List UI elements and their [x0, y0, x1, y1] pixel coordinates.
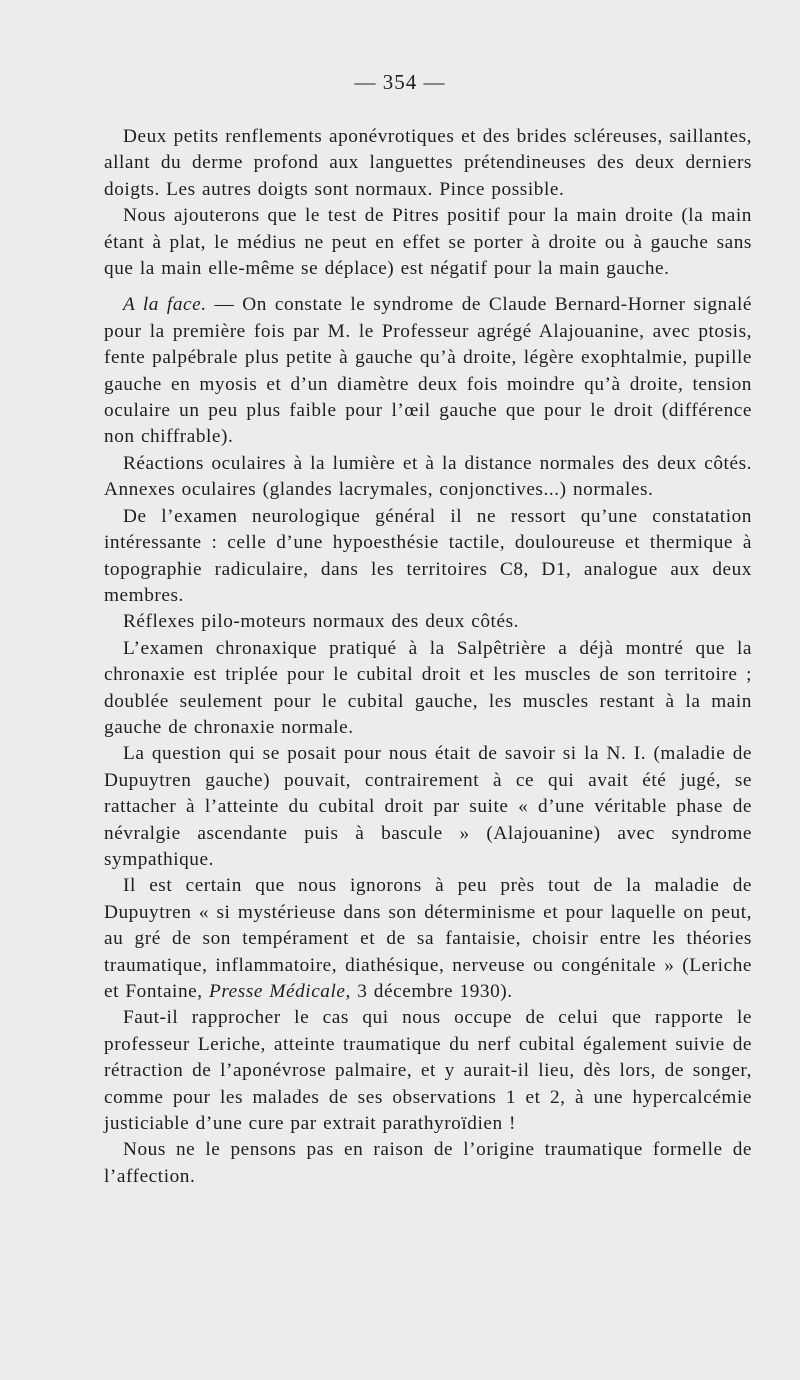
citation-journal: Presse Médicale, — [209, 981, 351, 1002]
paragraph-text: La question qui se posait pour nous était de savoir si la N. I. (maladie de Dupuytren gauche) pouvait, contrairement à ce qui avait été jugé, se rattacher à l’atteinte du cubital droit par suite « d’une véritable phase de névralgie ascendante puis à bascule » (Alajouanine) avec syndrome sympathique. — [104, 743, 752, 870]
paragraph-text: L’examen chronaxique pratiqué à la Salpêtrière a déjà montré que la chronaxie est triplée pour le cubital droit et les muscles de son territoire ; doublée seulement pour le cubital gauche, les muscles restant à la main gauche de chronaxie normale. — [104, 637, 752, 738]
paragraph-text: De l’examen neurologique général il ne ressort qu’une constatation intéressante : celle d’une hypoesthésie tactile, douloureuse et thermique à topographie radiculaire, dans les territoires C8, D1, analogue aux deux membres. — [104, 505, 752, 606]
paragraph-text: Nous ajouterons que le test de Pitres positif pour la main droite (la main étant à plat, le médius ne peut en effet se porter à droite ou à gauche sans que la main elle-même se déplace) est négatif pour la main gauche. — [104, 205, 752, 280]
section-lead: A la face. — [123, 294, 207, 316]
paragraph — [104, 609, 752, 635]
paragraph-text: — On constate le syndrome de Claude Bernard-Horner signalé pour la première fois par M. le Professeur agrégé Alajouanine, avec ptosis, fente palpébrale plus petite à gauche qu’à droite, légère exophtalmie, pupille gauche en myosis et d’un diamètre deux fois moindre qu’à droite, tension oculaire un peu plus faible pour l’œil gauche que pour le droit (différence non chiffrable). — [104, 294, 752, 448]
paragraph-text: Réactions oculaires à la lumière et à la distance normales des deux côtés. Annexes oculaires (glandes lacrymales, conjonctives...) normales. — [104, 452, 752, 501]
paragraph-text: 3 décembre 1930). — [350, 981, 513, 1002]
paragraph-text: Il est certain que nous ignorons à peu près tout de la maladie de Dupuytren « si mystérieuse dans son déterminisme et pour laquelle on peut, au gré de son tempérament et de sa fantaisie, choisir entre les théories traumatique, inflammatoire, diathésique, nerveuse ou congénitale » (Leriche et Fontaine, — [104, 875, 752, 1002]
paragraph — [104, 504, 752, 610]
paragraph-text: Deux petits renflements aponévrotiques et des brides scléreuses, saillantes, allant du derme profond aux languettes prétendineuses des deux derniers doigts. Les autres doigts sont normaux. Pince possible. — [104, 126, 752, 200]
paragraph-text: Nous ne le pensons pas en raison de l’origine traumatique formelle de l’affection. — [104, 1139, 752, 1187]
paragraph — [104, 873, 752, 1005]
paragraph — [104, 451, 752, 504]
paragraph — [104, 292, 752, 450]
page-number: — 354 — — [354, 70, 446, 94]
paragraph — [104, 636, 752, 742]
paragraph — [104, 1137, 752, 1190]
paragraph — [104, 124, 752, 203]
body-text — [104, 124, 752, 1190]
paragraph — [104, 741, 752, 873]
paragraph — [104, 1005, 752, 1137]
paragraph-text: Réflexes pilo-moteurs normaux des deux côtés. — [123, 611, 519, 633]
paragraph — [104, 203, 752, 282]
paragraph-text: Faut-il rapprocher le cas qui nous occupe de celui que rapporte le professeur Leriche, atteinte traumatique du nerf cubital également suivie de rétraction de l’aponévrose palmaire, et y aurait-il lieu, dès lors, de songer, comme pour les malades de ses observations 1 et 2, à une hypercalcémie justiciable d’une cure par extrait parathyroïdien ! — [104, 1007, 752, 1135]
